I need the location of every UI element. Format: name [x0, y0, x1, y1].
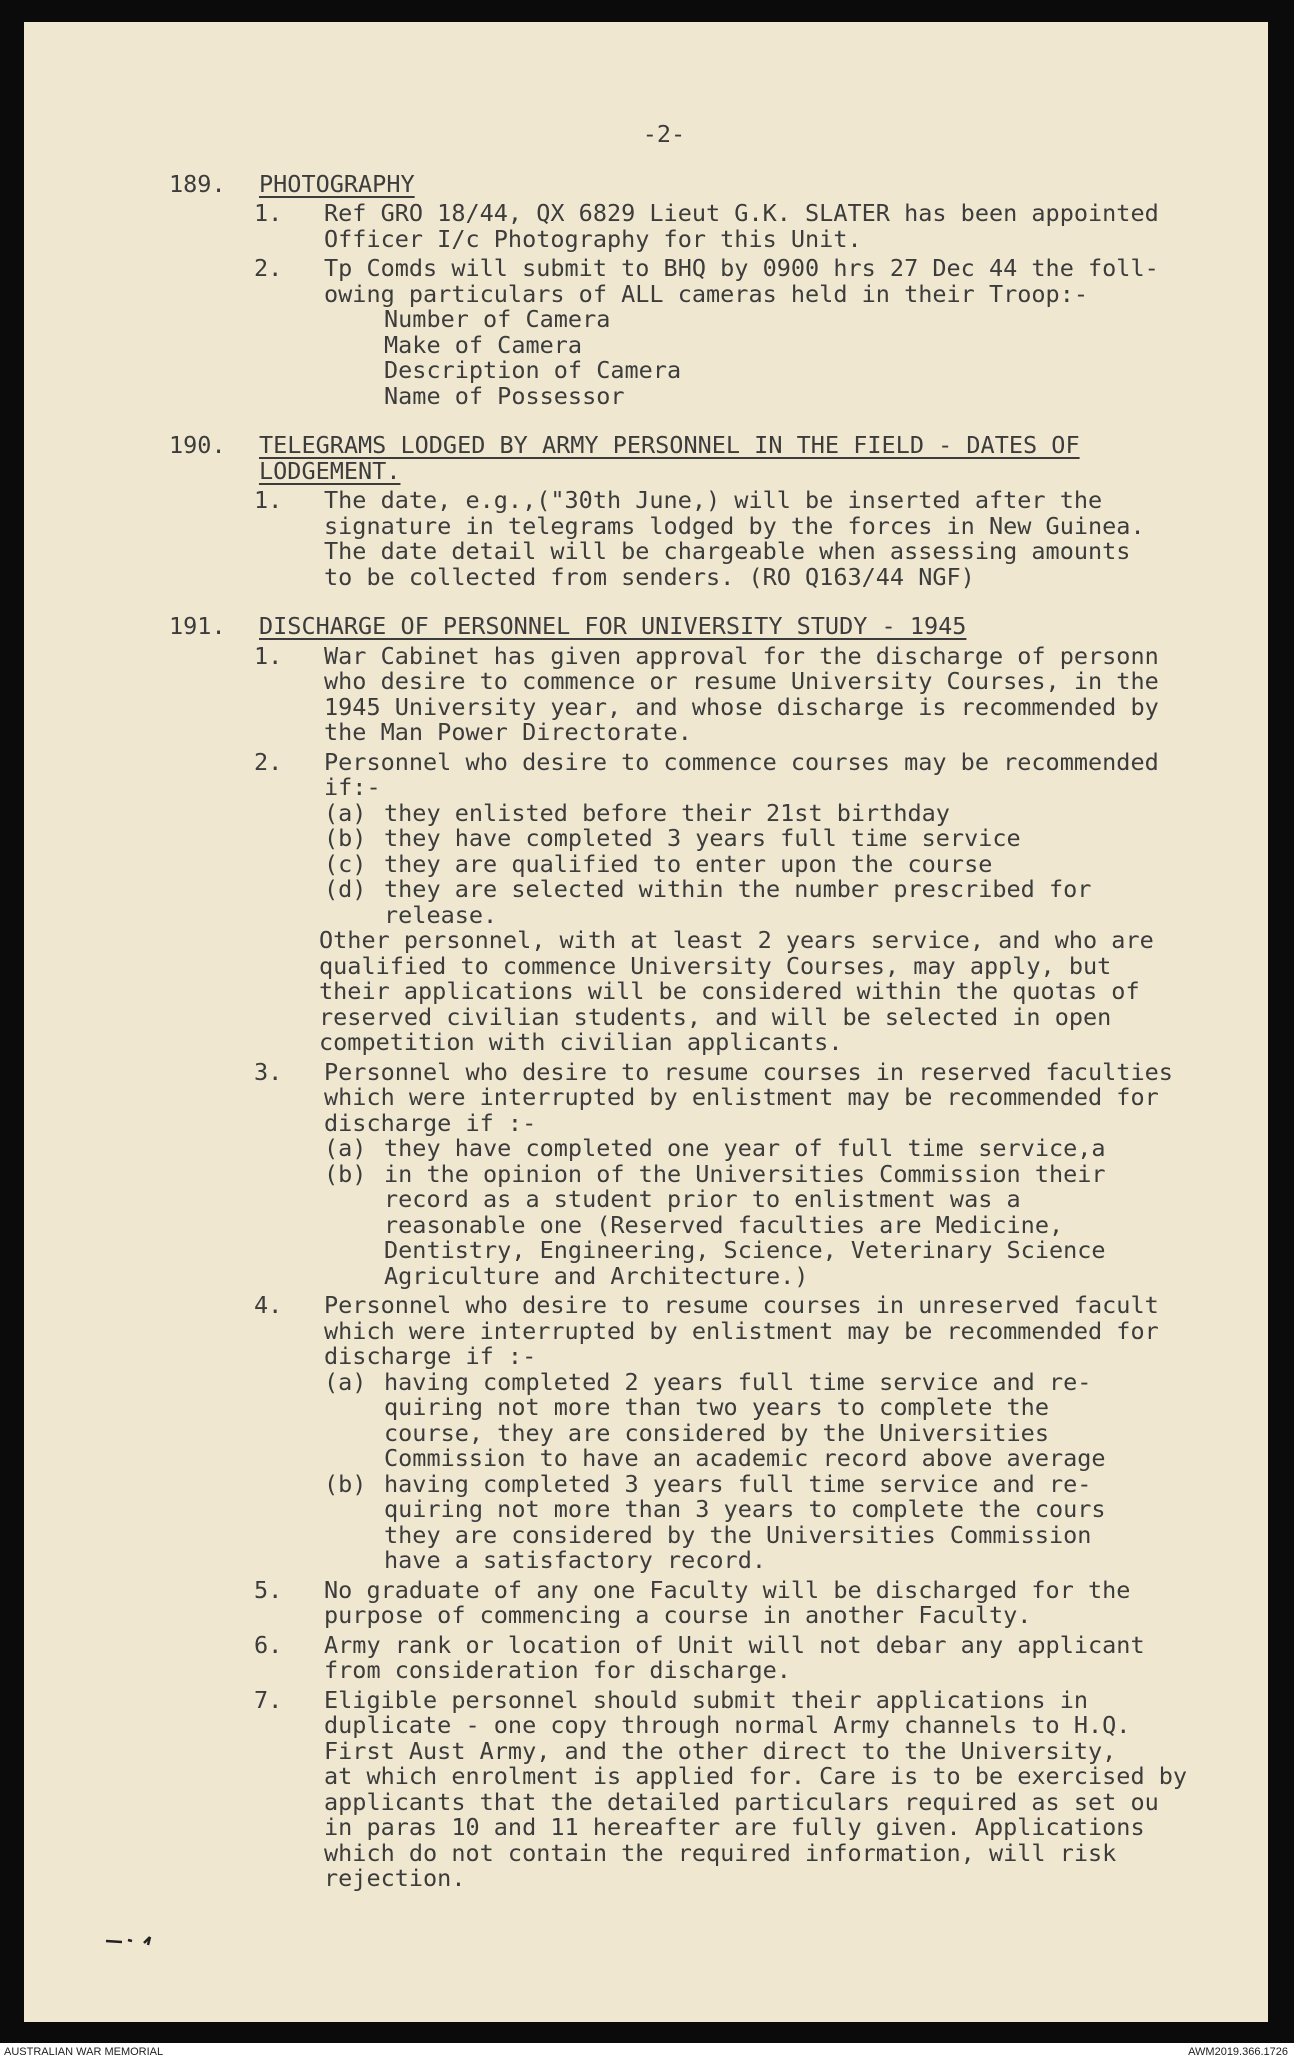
section-heading	[259, 433, 1224, 484]
text-line: Commission to have an academic record above average	[384, 1444, 1106, 1472]
text-line: War Cabinet has given approval for the discharge of personn	[324, 641, 1159, 670]
text-line: which do not contain the required information, will risk	[324, 1838, 1117, 1867]
sub-item-label: (c)	[324, 849, 367, 878]
text-line: owing particulars of ALL cameras held in their Troop:-	[324, 279, 1089, 308]
text-line: reserved civilian students, and will be selected in open	[319, 1002, 1112, 1031]
text-line: have a satisfactory record.	[384, 1546, 767, 1574]
sections-container	[169, 169, 1224, 1892]
paragraph-number: 3.	[254, 1057, 283, 1086]
sub-item	[324, 1134, 1224, 1162]
document-body	[169, 120, 1224, 1892]
list-item: Make of Camera	[384, 330, 583, 359]
paragraph	[254, 1575, 1224, 1629]
sub-item-label: (a)	[324, 1134, 367, 1162]
text-line: they are qualified to enter upon the course	[384, 849, 993, 878]
text-line: which were interrupted by enlistment may be recommended for	[324, 1083, 1159, 1111]
paragraph	[254, 254, 1224, 410]
paragraph-number: 2.	[254, 747, 283, 776]
page-number: -2-	[642, 120, 686, 148]
sub-item-label: (d)	[324, 875, 367, 903]
text-line: qualified to commence University Courses, may apply, but	[319, 951, 1112, 980]
text-line: Army rank or location of Unit will not debar any applicant	[324, 1630, 1145, 1659]
sub-item	[324, 849, 1224, 878]
sub-item-label: (a)	[324, 1367, 367, 1396]
text-line: they are selected within the number prescribed for	[384, 875, 1092, 903]
text-line: record as a student prior to enlistment was a	[384, 1185, 1021, 1213]
section-heading: PHOTOGRAPHY	[259, 169, 415, 198]
text-line: The date, e.g.,("30th June,) will be inserted after the	[324, 486, 1103, 514]
list-item: Description of Camera	[384, 356, 682, 384]
list-item: Number of Camera	[384, 305, 611, 333]
text-line: they enlisted before their 21st birthday	[384, 798, 950, 827]
text-line: Personnel who desire to resume courses in unreserved facult	[324, 1291, 1159, 1319]
paragraph-number: 1.	[254, 641, 283, 670]
text-line: if:-	[324, 773, 381, 801]
text-line: First Aust Army, and the other direct to the University,	[324, 1736, 1117, 1765]
paragraph-continuation	[319, 928, 1224, 1056]
section	[169, 431, 1224, 591]
text-line: reasonable one (Reserved faculties are Medicine,	[384, 1210, 1064, 1239]
text-line: 1945 University year, and whose discharge is recommended by	[324, 692, 1159, 721]
text-line: purpose of commencing a course in another Faculty.	[324, 1601, 1032, 1629]
text-line: Ref GRO 18/44, QX 6829 Lieut G.K. SLATER has been appointed	[324, 199, 1159, 227]
text-line: The date detail will be chargeable when assessing amounts	[324, 537, 1131, 565]
paragraph-number: 1.	[254, 486, 283, 514]
text-line: discharge if :-	[324, 1342, 537, 1370]
paragraph	[254, 1291, 1224, 1574]
sub-item	[324, 1367, 1224, 1472]
text-line: Other personnel, with at least 2 years service, and who are	[319, 926, 1154, 954]
paragraph-number: 5.	[254, 1575, 283, 1604]
text-line: release.	[384, 900, 498, 929]
paragraph-number: 1.	[254, 199, 283, 227]
footer-right: AWM2019.366.1726	[1188, 2046, 1288, 2058]
footer-left: AUSTRALIAN WAR MEMORIAL	[4, 2046, 164, 2058]
paragraph	[254, 641, 1224, 746]
text-line: course, they are considered by the Universities	[384, 1418, 1049, 1447]
section-heading: DISCHARGE OF PERSONNEL FOR UNIVERSITY STUDY - 1945	[259, 612, 967, 640]
text-line: Personnel who desire to commence courses may be recommended	[324, 747, 1159, 776]
sub-item-label: (a)	[324, 798, 367, 827]
sub-item	[324, 824, 1224, 852]
paragraph-number: 2.	[254, 254, 283, 282]
camera-particulars-list	[384, 307, 1224, 409]
section-number: 190.	[169, 431, 226, 459]
text-line: they are considered by the Universities Commission	[384, 1520, 1092, 1549]
section-number: 189.	[169, 169, 226, 198]
sub-item-label: (b)	[324, 1159, 367, 1188]
text-line: Officer I/c Photography for this Unit.	[324, 224, 862, 253]
text-line: in the opinion of the Universities Commission their	[384, 1159, 1106, 1188]
section	[169, 612, 1224, 1892]
list-item: Name of Possessor	[384, 381, 625, 410]
text-line: duplicate - one copy through normal Army channels to H.Q.	[324, 1711, 1131, 1739]
text-line: they have completed one year of full time service,a	[384, 1134, 1106, 1162]
text-line: discharge if :-	[324, 1108, 537, 1137]
text-line: competition with civilian applicants.	[319, 1028, 843, 1056]
text-line: quiring not more than 3 years to complete the cours	[384, 1495, 1106, 1523]
paragraph	[254, 747, 1224, 1056]
sub-item	[324, 1159, 1224, 1290]
text-line: having completed 2 years full time service and re-	[384, 1367, 1092, 1396]
text-line: who desire to commence or resume University Courses, in the	[324, 667, 1159, 695]
text-line: having completed 3 years full time service and re-	[384, 1469, 1092, 1498]
paragraph	[254, 1057, 1224, 1290]
text-line: applicants that the detailed particulars required as set ou	[324, 1787, 1159, 1816]
sub-item	[324, 798, 1224, 827]
section	[169, 169, 1224, 410]
text-line: Eligible personnel should submit their applications in	[324, 1685, 1089, 1714]
paragraph-number: 7.	[254, 1685, 283, 1714]
heading-line: LODGEMENT.	[259, 456, 401, 485]
text-line: to be collected from senders. (RO Q163/44 NGF)	[324, 562, 975, 591]
text-line: Dentistry, Engineering, Science, Veterinary Science	[384, 1236, 1106, 1264]
paragraph	[254, 486, 1224, 591]
paragraph	[254, 199, 1224, 253]
text-line: their applications will be considered within the quotas of	[319, 977, 1140, 1005]
footer	[0, 2043, 1294, 2061]
paragraph-number: 4.	[254, 1291, 283, 1319]
sub-item-label: (b)	[324, 824, 367, 852]
text-line: in paras 10 and 11 hereafter are fully given. Applications	[324, 1813, 1145, 1841]
sub-item	[324, 875, 1224, 929]
text-line: quiring not more than two years to complete the	[384, 1393, 1049, 1421]
sub-item	[324, 1469, 1224, 1574]
document-page	[24, 22, 1268, 2022]
text-line: rejection.	[324, 1864, 466, 1892]
text-line: they have completed 3 years full time service	[384, 824, 1021, 852]
text-line: at which enrolment is applied for. Care is to be exercised by	[324, 1762, 1188, 1790]
paragraph	[254, 1630, 1224, 1684]
text-line: No graduate of any one Faculty will be discharged for the	[324, 1575, 1131, 1604]
paragraph	[254, 1685, 1224, 1892]
text-line: Tp Comds will submit to BHQ by 0900 hrs 27 Dec 44 the foll-	[324, 254, 1159, 282]
heading-line: TELEGRAMS LODGED BY ARMY PERSONNEL IN THE FIELD - DATES OF	[259, 431, 1080, 459]
pen-mark	[104, 1927, 174, 1949]
paragraph-number: 6.	[254, 1630, 283, 1659]
text-line: the Man Power Directorate.	[324, 718, 692, 746]
text-line: Agriculture and Architecture.)	[384, 1261, 809, 1290]
text-line: which were interrupted by enlistment may be recommended for	[324, 1316, 1159, 1345]
text-line: signature in telegrams lodged by the forces in New Guinea.	[324, 511, 1145, 540]
section-number: 191.	[169, 612, 226, 640]
text-line: from consideration for discharge.	[324, 1656, 791, 1684]
sub-item-label: (b)	[324, 1469, 367, 1498]
text-line: Personnel who desire to resume courses in reserved faculties	[324, 1057, 1173, 1086]
